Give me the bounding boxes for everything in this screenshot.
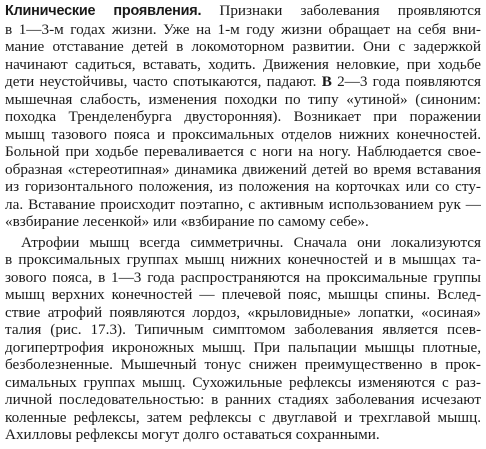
paragraph-clinical-manifestations-1: [5, 2, 481, 231]
text-line: симальных группах мышц. Сухожильные рефлексы изменяются с раз-: [5, 373, 481, 391]
text-line: безболезненные. Мышечный тонус снижен преимущественно в прок-: [5, 356, 481, 373]
text-line: походка Тренделенбурга двусторонняя). Возникает при поражении: [5, 108, 481, 125]
text-line: «взбирание лесенкой» или «взбирание по самому себе».: [5, 213, 369, 230]
text-line: Больной при ходьбе переваливается с ноги на ногу. Наблюдается свое-: [5, 143, 481, 160]
text-fragment: дети неустойчивы, часто спотыкаются, падают.: [5, 73, 317, 90]
text-line: начинают садиться, вставать, ходить. Движения неловкие, при ходьбе: [5, 55, 481, 73]
text-fragment: 2—3 года появляются: [337, 73, 481, 90]
section-heading: Клинические проявления.: [5, 3, 202, 19]
text-line: образная «стереотипная» динамика движений детей во время вставания: [5, 160, 481, 178]
text-line: ствие атрофий появляются лордоз, «крыловидные» лопатки, «осиная»: [5, 303, 481, 321]
text-line: ла. Вставание происходит поэтапно, с активным использованием рук —: [5, 195, 481, 213]
text-line: мышечная слабость, изменения походки по типу «утиной» (синоним:: [5, 90, 481, 108]
text-line: мание отставание детей в локомоторном развитии. Они с задержкой: [5, 38, 481, 55]
paragraph-clinical-manifestations-2: [5, 234, 481, 444]
text-line: [5, 73, 481, 91]
text-line: в проксимальных группах мышц нижних конечностей и в мышцах та-: [5, 251, 481, 268]
text-line: догипертрофия икроножных мышц. При пальпации мышцы плотные,: [5, 338, 481, 356]
text-line: зового пояса, в 1—3 года распространяются на проксимальные группы: [5, 268, 481, 286]
text-line: из горизонтального положения, из положения на корточках или со сту-: [5, 178, 481, 195]
text-line: [5, 2, 481, 21]
text-line: мышц верхних конечностей — плечевой пояс, мышцы спины. Вслед-: [5, 286, 481, 303]
text-line: мышц тазового пояса и проксимальных отделов нижних конечностей.: [5, 125, 481, 143]
text-line: в 1—3-м годах жизни. Уже на 1-м году жизни обращает на себя вни-: [5, 20, 481, 38]
text-line: талия (рис. 17.3). Типичным симптомом заболевания является псев-: [5, 321, 481, 338]
bold-letter: В: [321, 73, 332, 90]
text-line: Атрофии мышц всегда симметричны. Сначала они локализуются: [21, 233, 481, 251]
text-line: коленные рефлексы, затем рефлексы с двуглавой и трехглавой мышц.: [5, 408, 481, 426]
text-line: Ахилловы рефлексы могут долго оставаться сохранными.: [5, 426, 380, 443]
text-line: личной последовательностью: в ранних стадиях заболевания исчезают: [5, 391, 481, 408]
text-fragment: Признаки заболевания проявляются: [219, 2, 481, 19]
